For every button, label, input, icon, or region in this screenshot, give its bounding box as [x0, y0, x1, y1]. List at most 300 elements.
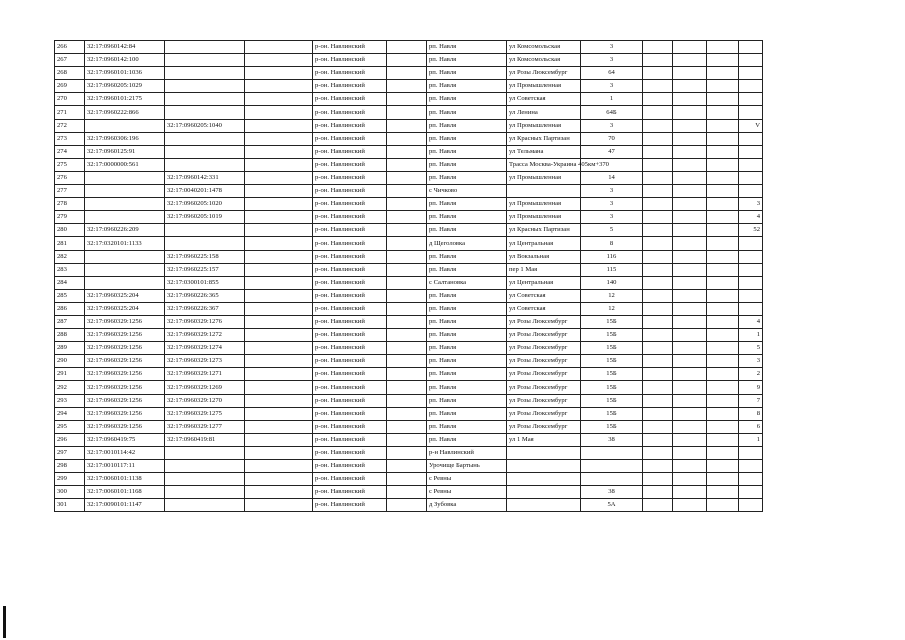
empty-cell-3 [707, 41, 739, 54]
house-number-cell: 15Б [581, 315, 643, 328]
cadastral-number-3 [245, 198, 313, 211]
cadastral-number-3 [245, 54, 313, 67]
cadastral-number-2 [165, 237, 245, 250]
row-number: 268 [55, 67, 85, 80]
street-cell [507, 499, 581, 512]
cadastral-number-3 [245, 132, 313, 145]
empty-cell-3 [707, 54, 739, 67]
cadastral-number-1: 32:17:0960329:1256 [85, 329, 165, 342]
house-number-cell: 5 [581, 224, 643, 237]
district-cell: р-он. Навлинский [313, 80, 387, 93]
cadastral-number-2: 32:17:0960226:365 [165, 289, 245, 302]
empty-cell-3 [707, 119, 739, 132]
house-number-cell [581, 460, 643, 473]
row-number: 291 [55, 368, 85, 381]
cadastral-number-3 [245, 420, 313, 433]
locality-cell: с Ревны [427, 473, 507, 486]
street-cell: ул Красных Партизан [507, 224, 581, 237]
cadastral-number-3 [245, 368, 313, 381]
cadastral-number-1 [85, 185, 165, 198]
row-number: 275 [55, 158, 85, 171]
district-cell: р-он. Навлинский [313, 473, 387, 486]
cadastral-number-2 [165, 145, 245, 158]
extra-cell [387, 302, 427, 315]
value-cell: 4 [739, 315, 763, 328]
cadastral-number-2 [165, 54, 245, 67]
empty-cell-2 [673, 54, 707, 67]
district-cell: р-он. Навлинский [313, 276, 387, 289]
district-cell: р-он. Навлинский [313, 41, 387, 54]
cadastral-number-2: 32:17:0960329:1271 [165, 368, 245, 381]
empty-cell-3 [707, 355, 739, 368]
empty-cell-1 [643, 263, 673, 276]
locality-cell: рп. Навля [427, 433, 507, 446]
row-number: 288 [55, 329, 85, 342]
cadastral-number-1: 32:17:0960419:75 [85, 433, 165, 446]
house-number-cell: 15Б [581, 368, 643, 381]
street-cell: ул Розы Люксембург [507, 315, 581, 328]
extra-cell [387, 263, 427, 276]
cadastral-number-2 [165, 158, 245, 171]
locality-cell: рп. Навля [427, 342, 507, 355]
row-number: 280 [55, 224, 85, 237]
district-cell: р-он. Навлинский [313, 145, 387, 158]
district-cell: р-он. Навлинский [313, 93, 387, 106]
house-number-cell: 15Б [581, 381, 643, 394]
table-row [55, 158, 763, 171]
extra-cell [387, 250, 427, 263]
locality-cell: рп. Навля [427, 302, 507, 315]
house-number-cell: 116 [581, 250, 643, 263]
cadastral-number-3 [245, 171, 313, 184]
empty-cell-3 [707, 420, 739, 433]
district-cell: р-он. Навлинский [313, 446, 387, 459]
empty-cell-1 [643, 460, 673, 473]
district-cell: р-он. Навлинский [313, 54, 387, 67]
cadastral-number-1 [85, 211, 165, 224]
cadastral-number-3 [245, 394, 313, 407]
row-number: 296 [55, 433, 85, 446]
house-number-cell: 15Б [581, 329, 643, 342]
cadastral-number-1: 32:17:0010114:42 [85, 446, 165, 459]
cadastral-number-2: 32:17:0960142:331 [165, 171, 245, 184]
street-cell: ул Красных Партизан [507, 132, 581, 145]
street-cell: ул Розы Люксембург [507, 420, 581, 433]
empty-cell-2 [673, 394, 707, 407]
cadastral-number-1: 32:17:0960306:196 [85, 132, 165, 145]
empty-cell-2 [673, 198, 707, 211]
empty-cell-3 [707, 80, 739, 93]
cadastral-number-3 [245, 41, 313, 54]
extra-cell [387, 237, 427, 250]
value-cell: 9 [739, 381, 763, 394]
value-cell [739, 106, 763, 119]
row-number: 293 [55, 394, 85, 407]
cadastral-number-3 [245, 460, 313, 473]
extra-cell [387, 198, 427, 211]
cadastral-number-3 [245, 93, 313, 106]
row-number: 272 [55, 119, 85, 132]
value-cell [739, 145, 763, 158]
row-number: 276 [55, 171, 85, 184]
empty-cell-3 [707, 302, 739, 315]
street-cell: ул Розы Люксембург [507, 67, 581, 80]
extra-cell [387, 381, 427, 394]
cadastral-number-1 [85, 276, 165, 289]
cadastral-number-3 [245, 407, 313, 420]
cadastral-number-2: 32:17:0960205:1020 [165, 198, 245, 211]
extra-cell [387, 342, 427, 355]
cadastral-number-3 [245, 329, 313, 342]
extra-cell [387, 420, 427, 433]
district-cell: р-он. Навлинский [313, 381, 387, 394]
street-cell: ул Розы Люксембург [507, 342, 581, 355]
empty-cell-1 [643, 276, 673, 289]
locality-cell: с Салтановка [427, 276, 507, 289]
street-cell [507, 185, 581, 198]
locality-cell: рп. Навля [427, 329, 507, 342]
table-row [55, 224, 763, 237]
value-cell [739, 446, 763, 459]
house-number-cell: 64Б [581, 106, 643, 119]
locality-cell: рп. Навля [427, 407, 507, 420]
extra-cell [387, 499, 427, 512]
cadastral-number-1: 32:17:0000000:561 [85, 158, 165, 171]
district-cell: р-он. Навлинский [313, 486, 387, 499]
empty-cell-3 [707, 106, 739, 119]
street-cell: ул Промышленная [507, 80, 581, 93]
house-number-cell: 5А [581, 499, 643, 512]
empty-cell-3 [707, 276, 739, 289]
row-number: 273 [55, 132, 85, 145]
street-cell: ул 1 Мая [507, 433, 581, 446]
value-cell [739, 41, 763, 54]
empty-cell-3 [707, 198, 739, 211]
locality-cell: рп. Навля [427, 145, 507, 158]
empty-cell-1 [643, 381, 673, 394]
empty-cell-1 [643, 198, 673, 211]
empty-cell-2 [673, 381, 707, 394]
table-row [55, 93, 763, 106]
cadastral-number-3 [245, 185, 313, 198]
empty-cell-2 [673, 499, 707, 512]
district-cell: р-он. Навлинский [313, 185, 387, 198]
district-cell: р-он. Навлинский [313, 499, 387, 512]
house-number-cell: 38 [581, 486, 643, 499]
empty-cell-3 [707, 250, 739, 263]
table-row [55, 67, 763, 80]
empty-cell-2 [673, 171, 707, 184]
extra-cell [387, 329, 427, 342]
empty-cell-3 [707, 486, 739, 499]
empty-cell-3 [707, 446, 739, 459]
locality-cell: рп. Навля [427, 106, 507, 119]
cadastral-number-1: 32:17:0060101:1138 [85, 473, 165, 486]
empty-cell-1 [643, 473, 673, 486]
cadastral-number-2: 32:17:0960329:1275 [165, 407, 245, 420]
empty-cell-1 [643, 250, 673, 263]
empty-cell-3 [707, 289, 739, 302]
locality-cell: рп. Навля [427, 41, 507, 54]
extra-cell [387, 224, 427, 237]
cadastral-number-2: 32:17:0960205:1019 [165, 211, 245, 224]
extra-cell [387, 145, 427, 158]
property-register-table [54, 40, 763, 512]
empty-cell-2 [673, 420, 707, 433]
empty-cell-3 [707, 67, 739, 80]
locality-cell: рп. Навля [427, 368, 507, 381]
empty-cell-3 [707, 237, 739, 250]
extra-cell [387, 289, 427, 302]
cadastral-number-3 [245, 263, 313, 276]
cadastral-number-3 [245, 119, 313, 132]
cadastral-number-3 [245, 67, 313, 80]
street-cell: ул Промышленная [507, 119, 581, 132]
house-number-cell [581, 446, 643, 459]
value-cell: 3 [739, 355, 763, 368]
empty-cell-2 [673, 486, 707, 499]
value-cell [739, 263, 763, 276]
locality-cell: рп. Навля [427, 132, 507, 145]
table-row [55, 329, 763, 342]
locality-cell: с Чичково [427, 185, 507, 198]
table-row [55, 276, 763, 289]
cadastral-number-3 [245, 289, 313, 302]
district-cell: р-он. Навлинский [313, 329, 387, 342]
street-cell: ул Промышленная [507, 171, 581, 184]
locality-cell: рп. Навля [427, 171, 507, 184]
house-number-cell: 3 [581, 198, 643, 211]
empty-cell-3 [707, 433, 739, 446]
cadastral-number-1: 32:17:0960205:1029 [85, 80, 165, 93]
table-row [55, 250, 763, 263]
extra-cell [387, 407, 427, 420]
district-cell: р-он. Навлинский [313, 289, 387, 302]
cadastral-number-1: 32:17:0960125:91 [85, 145, 165, 158]
table-row [55, 460, 763, 473]
empty-cell-1 [643, 342, 673, 355]
house-number-cell: 12 [581, 289, 643, 302]
row-number: 274 [55, 145, 85, 158]
cadastral-number-3 [245, 237, 313, 250]
empty-cell-2 [673, 407, 707, 420]
row-number: 267 [55, 54, 85, 67]
empty-cell-2 [673, 315, 707, 328]
row-number: 277 [55, 185, 85, 198]
district-cell: р-он. Навлинский [313, 407, 387, 420]
street-cell: ул Тельмана [507, 145, 581, 158]
row-number: 299 [55, 473, 85, 486]
value-cell: 6 [739, 420, 763, 433]
empty-cell-3 [707, 499, 739, 512]
street-cell: ул Советская [507, 302, 581, 315]
value-cell [739, 250, 763, 263]
street-cell: ул Промышленная [507, 211, 581, 224]
cadastral-number-2: 32:17:0960419:81 [165, 433, 245, 446]
empty-cell-3 [707, 211, 739, 224]
empty-cell-1 [643, 355, 673, 368]
table-row [55, 302, 763, 315]
table-row [55, 355, 763, 368]
empty-cell-2 [673, 250, 707, 263]
extra-cell [387, 93, 427, 106]
empty-cell-2 [673, 211, 707, 224]
district-cell: р-он. Навлинский [313, 263, 387, 276]
street-cell: ул Ленина [507, 106, 581, 119]
extra-cell [387, 394, 427, 407]
district-cell: р-он. Навлинский [313, 119, 387, 132]
empty-cell-1 [643, 93, 673, 106]
empty-cell-3 [707, 329, 739, 342]
table-row [55, 54, 763, 67]
table-row [55, 263, 763, 276]
empty-cell-2 [673, 158, 707, 171]
cadastral-number-2: 32:17:0300101:855 [165, 276, 245, 289]
table-row [55, 211, 763, 224]
empty-cell-2 [673, 433, 707, 446]
cadastral-number-3 [245, 250, 313, 263]
locality-cell: рп. Навля [427, 355, 507, 368]
cadastral-number-3 [245, 499, 313, 512]
value-cell [739, 486, 763, 499]
empty-cell-1 [643, 54, 673, 67]
empty-cell-1 [643, 433, 673, 446]
house-number-cell: 15Б [581, 355, 643, 368]
empty-cell-2 [673, 446, 707, 459]
district-cell: р-он. Навлинский [313, 433, 387, 446]
row-number: 290 [55, 355, 85, 368]
empty-cell-3 [707, 460, 739, 473]
table-row [55, 381, 763, 394]
value-cell: 2 [739, 368, 763, 381]
row-number: 283 [55, 263, 85, 276]
cadastral-number-3 [245, 224, 313, 237]
district-cell: р-он. Навлинский [313, 315, 387, 328]
district-cell: р-он. Навлинский [313, 198, 387, 211]
row-number: 297 [55, 446, 85, 459]
extra-cell [387, 41, 427, 54]
value-cell: 8 [739, 407, 763, 420]
district-cell: р-он. Навлинский [313, 250, 387, 263]
cadastral-number-1: 32:17:0960329:1256 [85, 342, 165, 355]
empty-cell-3 [707, 224, 739, 237]
empty-cell-3 [707, 132, 739, 145]
value-cell [739, 499, 763, 512]
extra-cell [387, 355, 427, 368]
register-rows [55, 41, 763, 512]
street-cell: ул Розы Люксембург [507, 355, 581, 368]
table-row [55, 145, 763, 158]
table-row [55, 342, 763, 355]
value-cell [739, 276, 763, 289]
row-number: 301 [55, 499, 85, 512]
district-cell: р-он. Навлинский [313, 132, 387, 145]
cadastral-number-2: 32:17:0960329:1274 [165, 342, 245, 355]
cadastral-number-2: 32:17:0960329:1270 [165, 394, 245, 407]
cadastral-number-2 [165, 486, 245, 499]
row-number: 282 [55, 250, 85, 263]
empty-cell-3 [707, 158, 739, 171]
empty-cell-1 [643, 407, 673, 420]
value-cell: 1 [739, 329, 763, 342]
district-cell: р-он. Навлинский [313, 237, 387, 250]
extra-cell [387, 185, 427, 198]
cadastral-number-3 [245, 381, 313, 394]
extra-cell [387, 486, 427, 499]
locality-cell: рп. Навля [427, 315, 507, 328]
empty-cell-2 [673, 460, 707, 473]
district-cell: р-он. Навлинский [313, 67, 387, 80]
street-cell [507, 446, 581, 459]
house-number-cell: 3 [581, 119, 643, 132]
cadastral-number-3 [245, 158, 313, 171]
empty-cell-1 [643, 315, 673, 328]
cadastral-number-1: 32:17:0960101:1036 [85, 67, 165, 80]
locality-cell: рп. Навля [427, 224, 507, 237]
cadastral-number-1: 32:17:0960325:204 [85, 302, 165, 315]
value-cell [739, 67, 763, 80]
cadastral-number-2 [165, 80, 245, 93]
house-number-cell [581, 473, 643, 486]
empty-cell-2 [673, 289, 707, 302]
cadastral-number-2 [165, 446, 245, 459]
empty-cell-2 [673, 132, 707, 145]
row-number: 287 [55, 315, 85, 328]
value-cell [739, 171, 763, 184]
value-cell [739, 473, 763, 486]
empty-cell-2 [673, 224, 707, 237]
value-cell: V [739, 119, 763, 132]
cadastral-number-1: 32:17:0960329:1256 [85, 420, 165, 433]
locality-cell: рп. Навля [427, 119, 507, 132]
house-number-cell: 8 [581, 237, 643, 250]
empty-cell-3 [707, 263, 739, 276]
empty-cell-1 [643, 211, 673, 224]
street-cell: ул Советская [507, 93, 581, 106]
extra-cell [387, 158, 427, 171]
extra-cell [387, 433, 427, 446]
cadastral-number-1: 32:17:0960329:1256 [85, 355, 165, 368]
empty-cell-3 [707, 185, 739, 198]
value-cell: 4 [739, 211, 763, 224]
street-cell: Трасса Москва-Украина 405км+370 [507, 158, 581, 171]
street-cell: ул Розы Люксембург [507, 368, 581, 381]
empty-cell-3 [707, 394, 739, 407]
row-number: 278 [55, 198, 85, 211]
extra-cell [387, 276, 427, 289]
house-number-cell: 47 [581, 145, 643, 158]
empty-cell-3 [707, 145, 739, 158]
empty-cell-3 [707, 368, 739, 381]
extra-cell [387, 80, 427, 93]
street-cell: ул Комсомольская [507, 54, 581, 67]
empty-cell-3 [707, 315, 739, 328]
cadastral-number-3 [245, 106, 313, 119]
value-cell [739, 185, 763, 198]
house-number-cell: 3 [581, 80, 643, 93]
cadastral-number-1: 32:17:0960325:204 [85, 289, 165, 302]
cadastral-number-2 [165, 473, 245, 486]
district-cell: р-он. Навлинский [313, 211, 387, 224]
district-cell: р-он. Навлинский [313, 368, 387, 381]
row-number: 286 [55, 302, 85, 315]
locality-cell: рп. Навля [427, 289, 507, 302]
extra-cell [387, 67, 427, 80]
cadastral-number-3 [245, 80, 313, 93]
empty-cell-1 [643, 158, 673, 171]
locality-cell: рп. Навля [427, 198, 507, 211]
district-cell: р-он. Навлинский [313, 355, 387, 368]
